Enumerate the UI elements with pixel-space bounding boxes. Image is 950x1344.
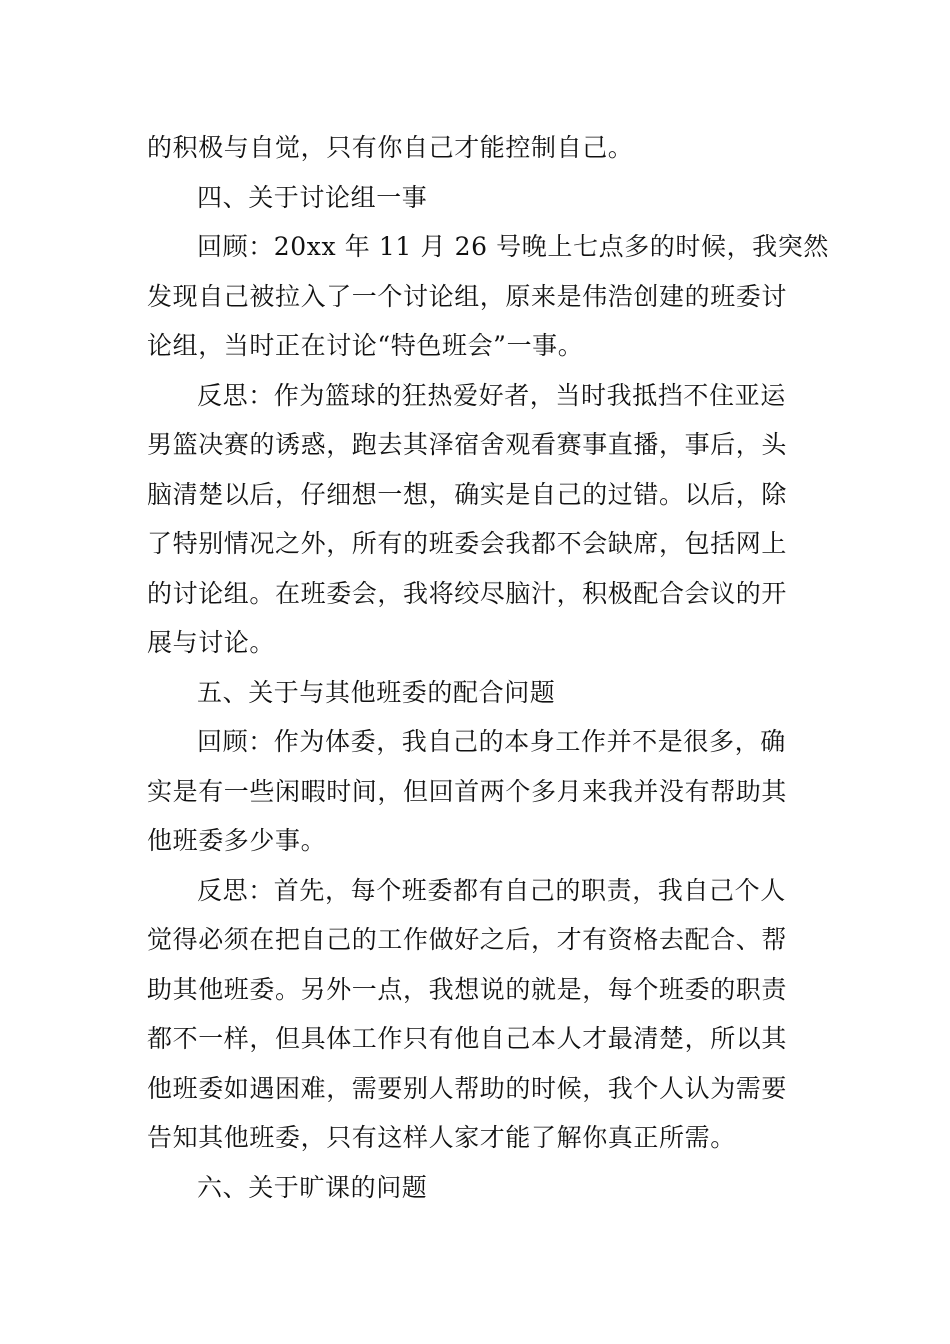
text-line: 展与讨论。 [147, 628, 276, 657]
text-line: 的讨论组。在班委会，我将绞尽脑汁，积极配合会议的开 [147, 578, 788, 608]
text-line: 回顾：作为体委，我自己的本身工作并不是很多，确 [197, 727, 786, 756]
text-line: 觉得必须在把自己的工作做好之后，才有资格去配合、帮 [147, 925, 788, 954]
text-line: 发现自己被拉入了一个讨论组，原来是伟浩创建的班委讨 [147, 281, 788, 311]
section-heading: 六、关于旷课的问题 [197, 1172, 428, 1202]
section-heading: 四、关于讨论组一事 [197, 182, 428, 212]
document-body [147, 123, 829, 1212]
text-line: 他班委多少事。 [147, 826, 327, 855]
text-line: 助其他班委。另外一点，我想说的就是，每个班委的职责 [147, 974, 788, 1004]
text-line: 回顾：20xx 年 11 月 26 号晚上七点多的时候，我突然 [197, 232, 829, 261]
text-line: 男篮决赛的诱惑，跑去其泽宿舍观看赛事直播，事后，头 [147, 430, 788, 459]
text-line: 反思：作为篮球的狂热爱好者，当时我抵挡不住亚运 [197, 380, 786, 410]
text-line: 他班委如遇困难，需要别人帮助的时候，我个人认为需要 [147, 1073, 788, 1103]
text-line: 了特别情况之外，所有的班委会我都不会缺席，包括网上 [147, 529, 788, 558]
text-line: 论组，当时正在讨论“特色班会”一事。 [147, 331, 584, 360]
text-line: 的积极与自觉，只有你自己才能控制自己。 [147, 133, 634, 162]
text-line: 实是有一些闲暇时间，但回首两个多月来我并没有帮助其 [147, 776, 788, 806]
text-line: 反思：首先，每个班委都有自己的职责，我自己个人 [197, 875, 786, 905]
text-line: 都不一样，但具体工作只有他自己本人才最清楚，所以其 [147, 1024, 788, 1053]
text-line: 脑清楚以后，仔细想一想，确实是自己的过错。以后，除 [147, 479, 788, 509]
section-heading: 五、关于与其他班委的配合问题 [197, 677, 556, 707]
text-line: 告知其他班委，只有这样人家才能了解你真正所需。 [147, 1123, 736, 1152]
